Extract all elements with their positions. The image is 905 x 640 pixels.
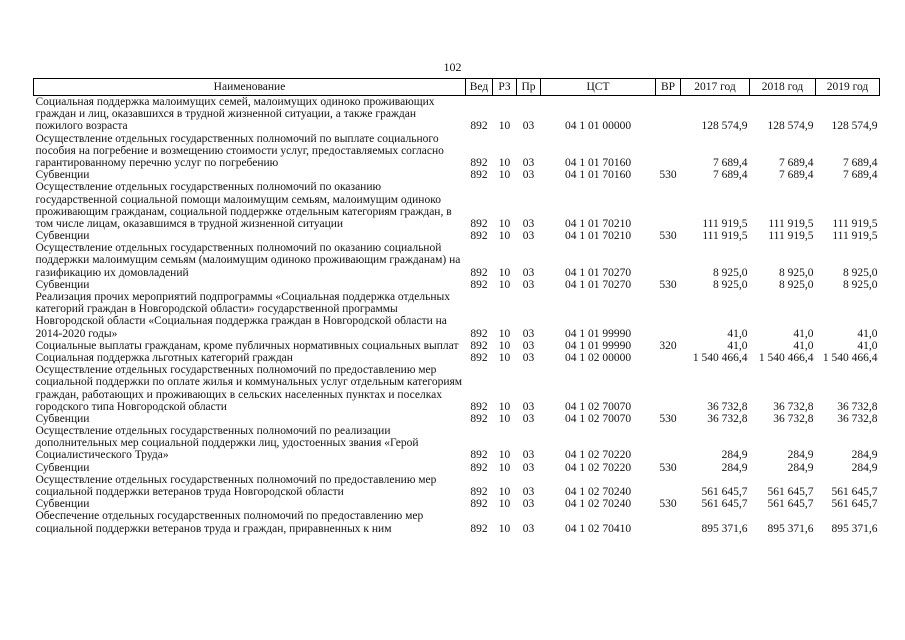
- cell-rz: 10: [498, 498, 511, 511]
- cell-ved: 892: [470, 266, 488, 279]
- cell-2019: 41,0: [857, 327, 878, 340]
- cell-name: Осуществление отдельных государственных полномочий по выплате социального пособия на погребение и возмещению стоимости услуг, предоставляемых согласно гарантированному перечню услуг по погребению: [35, 132, 444, 169]
- cell-name: Осуществление отдельных государственных полномочий по предоставлению мер социальной поддержки по оплате жилья и коммунальных услуг отдельным категориям граждан, работающих и проживающих в сельских населенных пунктах и поселках городского типа Новгородской области: [35, 364, 463, 413]
- cell-2018: 7 689,4: [779, 169, 814, 182]
- cell-cst: 04 1 02 70070: [564, 400, 632, 413]
- cell-2018: 8 925,0: [779, 278, 814, 291]
- cell-vr: [656, 96, 681, 133]
- cell-ved: 892: [470, 522, 488, 535]
- cell-name: Осуществление отдельных государственных полномочий по оказанию государственной социальной помощи малоимущим семьям, малоимущим одиноко проживающим гражданам, социальной поддержке отдельным категориям граждан, в том числе лицам, оказавшимся в трудной жизненной ситуации: [35, 181, 452, 230]
- cell-2017: 895 371,6: [701, 522, 748, 535]
- cell-2019: 895 371,6: [831, 522, 878, 535]
- cell-pr: 03: [522, 522, 535, 535]
- cell-cst: 04 1 01 70210: [564, 230, 632, 243]
- cell-rz: 10: [498, 120, 511, 133]
- table-row: [34, 413, 880, 425]
- cell-pr: 03: [522, 498, 535, 511]
- cell-ved: 892: [470, 351, 488, 364]
- cell-2019: 284,9: [851, 461, 878, 474]
- header-cst: ЦСТ: [541, 79, 656, 96]
- cell-2017: 8 925,0: [713, 278, 748, 291]
- cell-name: Субвенции: [35, 412, 90, 425]
- cell-2018: 41,0: [793, 339, 814, 352]
- cell-2018: 1 540 466,4: [758, 351, 814, 364]
- cell-2017: 8 925,0: [713, 266, 748, 279]
- cell-2017: 36 732,8: [707, 400, 748, 413]
- cell-vr: [656, 425, 681, 462]
- cell-ved: 892: [470, 230, 488, 243]
- cell-rz: 10: [498, 351, 511, 364]
- cell-vr: [656, 242, 681, 279]
- cell-vr: [656, 291, 681, 340]
- cell-2017: 561 645,7: [701, 498, 748, 511]
- table-row: [34, 510, 880, 534]
- cell-rz: 10: [498, 169, 511, 182]
- cell-cst: 04 1 01 70210: [564, 217, 632, 230]
- cell-name: Субвенции: [35, 230, 90, 243]
- cell-2019: 8 925,0: [843, 278, 878, 291]
- cell-2019: 7 689,4: [843, 156, 878, 169]
- cell-2018: 111 919,5: [768, 217, 814, 230]
- cell-ved: 892: [470, 120, 488, 133]
- cell-2018: 36 732,8: [773, 400, 814, 413]
- cell-pr: 03: [522, 339, 535, 352]
- cell-cst: 04 1 01 70270: [564, 278, 632, 291]
- cell-rz: 10: [498, 449, 511, 462]
- cell-2018: 111 919,5: [768, 230, 814, 243]
- cell-pr: 03: [522, 327, 535, 340]
- header-ved: Вед: [466, 79, 493, 96]
- cell-name: Осуществление отдельных государственных полномочий по предоставлению мер социальной поддержки ветеранов труда Новгородской области: [35, 473, 437, 498]
- cell-cst: 04 1 01 70270: [564, 266, 632, 279]
- cell-2017: 284,9: [721, 461, 748, 474]
- cell-rz: 10: [498, 266, 511, 279]
- table-row: [34, 352, 880, 364]
- cell-2019: 41,0: [857, 339, 878, 352]
- cell-name: Социальная поддержка малоимущих семей, малоимущих одиноко проживающих граждан и лиц, оказавшихся в трудной жизненной ситуации, а также граждан пожилого возраста: [35, 96, 435, 133]
- cell-ved: 892: [470, 156, 488, 169]
- table-body: [34, 96, 880, 535]
- cell-vr: 530: [659, 461, 677, 474]
- table-row: [34, 291, 880, 340]
- cell-cst: 04 1 01 70160: [564, 169, 632, 182]
- cell-2018: 561 645,7: [767, 498, 814, 511]
- header-2018: 2018 год: [750, 79, 816, 96]
- cell-2019: 7 689,4: [843, 169, 878, 182]
- table-row: [34, 474, 880, 498]
- cell-pr: 03: [522, 486, 535, 498]
- cell-cst: 04 1 01 00000: [564, 120, 632, 133]
- cell-ved: 892: [470, 449, 488, 462]
- cell-ved: 892: [470, 278, 488, 291]
- cell-vr: 530: [659, 412, 677, 425]
- cell-pr: 03: [522, 278, 535, 291]
- cell-ved: 892: [470, 498, 488, 511]
- cell-ved: 892: [470, 486, 488, 498]
- cell-2019: 36 732,8: [837, 412, 878, 425]
- cell-vr: 530: [659, 169, 677, 182]
- table-header: [34, 79, 880, 96]
- cell-name: Осуществление отдельных государственных полномочий по оказанию социальной поддержки малоимущим семьям (малоимущим одиноко проживающим гражданам) на газификацию их домовладений: [35, 242, 461, 279]
- cell-2019: 1 540 466,4: [822, 351, 878, 364]
- table-row: [34, 169, 880, 181]
- cell-ved: 892: [470, 217, 488, 230]
- cell-2018: 8 925,0: [779, 266, 814, 279]
- cell-pr: 03: [522, 449, 535, 462]
- cell-rz: 10: [498, 217, 511, 230]
- table-row: [34, 340, 880, 352]
- header-row: [34, 79, 880, 96]
- table-row: [34, 96, 880, 133]
- cell-rz: 10: [498, 522, 511, 535]
- cell-cst: 04 1 02 70220: [564, 449, 632, 462]
- table-row: [34, 498, 880, 510]
- cell-pr: 03: [522, 412, 535, 425]
- table-row: [34, 242, 880, 279]
- table-row: [34, 133, 880, 170]
- cell-name: Субвенции: [35, 461, 90, 474]
- cell-name: Реализация прочих мероприятий подпрограммы «Социальная поддержка отдельных категорий граждан в Новгородской области» государственной программы Новгородской области «Социальная поддержка граждан в Новгородской области на 2014-2020 годы»: [35, 291, 450, 340]
- cell-pr: 03: [522, 351, 535, 364]
- cell-pr: 03: [522, 230, 535, 243]
- header-name: Наименование: [34, 79, 466, 96]
- cell-vr: 530: [659, 278, 677, 291]
- cell-rz: 10: [498, 156, 511, 169]
- cell-2018: 41,0: [793, 327, 814, 340]
- cell-2017: 284,9: [721, 449, 748, 462]
- cell-name: Обеспечение отдельных государственных полномочий по предоставлению мер социальной поддержки ветеранов труда и граждан, приравненных к ним: [35, 510, 424, 535]
- cell-name: Осуществление отдельных государственных полномочий по реализации дополнительных мер социальной поддержки лиц, удостоенных звания «Герой Социалистического Труда»: [35, 425, 419, 462]
- cell-2017: 41,0: [727, 327, 748, 340]
- cell-vr: 320: [659, 339, 677, 352]
- cell-name: Субвенции: [35, 169, 90, 182]
- cell-cst: 04 1 01 99990: [564, 327, 632, 340]
- cell-2017: 128 574,9: [701, 120, 748, 133]
- cell-2017: 111 919,5: [702, 217, 748, 230]
- cell-rz: 10: [498, 278, 511, 291]
- cell-2017: 111 919,5: [702, 230, 748, 243]
- cell-ved: 892: [470, 400, 488, 413]
- cell-2017: 1 540 466,4: [692, 351, 748, 364]
- cell-vr: 530: [659, 498, 677, 511]
- cell-rz: 10: [498, 230, 511, 243]
- page-number: 102: [443, 60, 462, 74]
- cell-2019: 111 919,5: [832, 230, 878, 243]
- table-row: [34, 230, 880, 242]
- cell-2019: 561 645,7: [831, 486, 878, 498]
- cell-cst: 04 1 02 00000: [564, 351, 632, 364]
- cell-2019: 284,9: [851, 449, 878, 462]
- table-row: [34, 462, 880, 474]
- cell-pr: 03: [522, 266, 535, 279]
- cell-2019: 8 925,0: [843, 266, 878, 279]
- cell-cst: 04 1 02 70240: [564, 486, 632, 498]
- header-vr: ВР: [656, 79, 681, 96]
- cell-2017: 7 689,4: [713, 156, 748, 169]
- cell-vr: 530: [659, 230, 677, 243]
- header-pr: Пр: [517, 79, 541, 96]
- cell-2017: 36 732,8: [707, 412, 748, 425]
- cell-rz: 10: [498, 461, 511, 474]
- header-rz: РЗ: [493, 79, 517, 96]
- cell-pr: 03: [522, 120, 535, 133]
- cell-cst: 04 1 02 70070: [564, 412, 632, 425]
- cell-name: Субвенции: [35, 278, 90, 291]
- cell-pr: 03: [522, 461, 535, 474]
- cell-ved: 892: [470, 169, 488, 182]
- cell-2019: 36 732,8: [837, 400, 878, 413]
- cell-ved: 892: [470, 461, 488, 474]
- cell-vr: [656, 133, 681, 170]
- table-row: [34, 181, 880, 230]
- cell-2019: 128 574,9: [831, 120, 878, 133]
- cell-rz: 10: [498, 486, 511, 498]
- cell-rz: 10: [498, 339, 511, 352]
- cell-ved: 892: [470, 339, 488, 352]
- cell-pr: 03: [522, 156, 535, 169]
- cell-name: Социальная поддержка льготных категорий граждан: [35, 351, 293, 364]
- cell-2018: 284,9: [787, 461, 814, 474]
- cell-vr: [656, 510, 681, 534]
- cell-ved: 892: [470, 327, 488, 340]
- cell-2018: 7 689,4: [779, 156, 814, 169]
- cell-cst: 04 1 02 70240: [564, 498, 632, 511]
- cell-rz: 10: [498, 412, 511, 425]
- cell-2018: 895 371,6: [767, 522, 814, 535]
- cell-pr: 03: [522, 400, 535, 413]
- table-row: [34, 425, 880, 462]
- cell-cst: 04 1 02 70410: [564, 522, 632, 535]
- cell-cst: 04 1 01 99990: [564, 339, 632, 352]
- cell-vr: [656, 181, 681, 230]
- cell-cst: 04 1 02 70220: [564, 461, 632, 474]
- budget-table: [33, 78, 880, 535]
- cell-cst: 04 1 01 70160: [564, 156, 632, 169]
- cell-vr: [656, 352, 681, 364]
- cell-rz: 10: [498, 400, 511, 413]
- cell-2019: 561 645,7: [831, 498, 878, 511]
- cell-vr: [656, 474, 681, 498]
- cell-pr: 03: [522, 217, 535, 230]
- header-2017: 2017 год: [681, 79, 750, 96]
- cell-vr: [656, 364, 681, 413]
- cell-name: Субвенции: [35, 498, 90, 511]
- cell-2018: 561 645,7: [767, 486, 814, 498]
- cell-rz: 10: [498, 327, 511, 340]
- header-2019: 2019 год: [816, 79, 880, 96]
- table-row: [34, 364, 880, 413]
- cell-2017: 7 689,4: [713, 169, 748, 182]
- cell-2018: 284,9: [787, 449, 814, 462]
- cell-name: Социальные выплаты гражданам, кроме публичных нормативных социальных выплат: [35, 339, 459, 352]
- cell-pr: 03: [522, 169, 535, 182]
- cell-2018: 128 574,9: [767, 120, 814, 133]
- cell-ved: 892: [470, 412, 488, 425]
- cell-2017: 41,0: [727, 339, 748, 352]
- cell-2018: 36 732,8: [773, 412, 814, 425]
- table-row: [34, 279, 880, 291]
- cell-2019: 111 919,5: [832, 217, 878, 230]
- cell-2017: 561 645,7: [701, 486, 748, 498]
